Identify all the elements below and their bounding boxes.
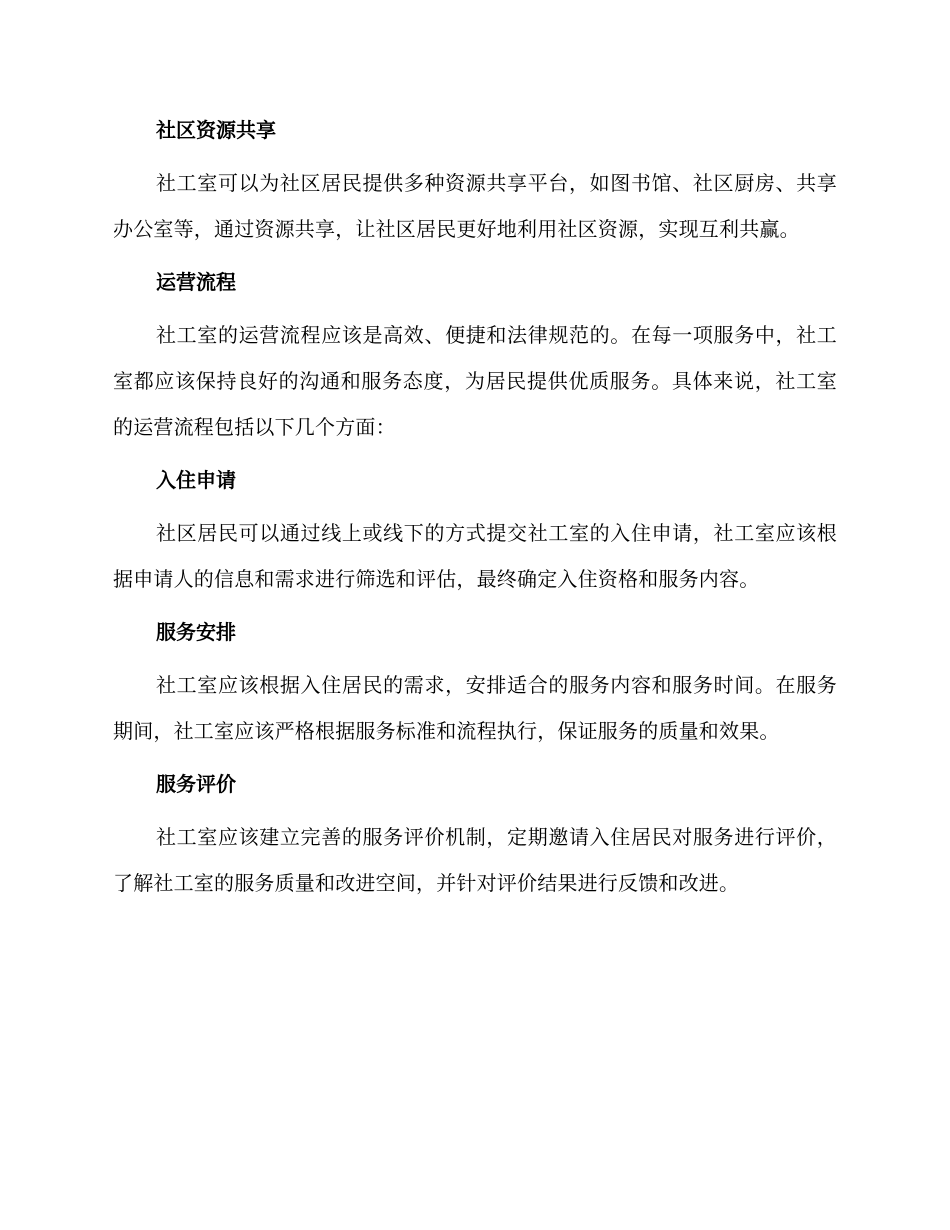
section-body-service-evaluation: 社工室应该建立完善的服务评价机制，定期邀请入住居民对服务进行评价，了解社工室的服务质量和改进空间，并针对评价结果进行反馈和改进。 [113,825,837,895]
section-body-operation-process: 社工室的运营流程应该是高效、便捷和法律规范的。在每一项服务中，社工室都应该保持良好的沟通和服务态度，为居民提供优质服务。具体来说，社工室的运营流程包括以下几个方面： [113,323,837,439]
section-body-resource-sharing: 社工室可以为社区居民提供多种资源共享平台，如图书馆、社区厨房、共享办公室等，通过资源共享，让社区居民更好地利用社区资源，实现互利共赢。 [113,171,837,241]
section-heading-resource-sharing: 社区资源共享 [156,118,276,142]
section-heading-service-evaluation: 服务评价 [156,772,236,796]
section-heading-move-in-application: 入住申请 [156,468,236,492]
document-page [113,108,837,914]
section-heading-operation-process: 运营流程 [156,270,236,294]
section-body-move-in-application: 社区居民可以通过线上或线下的方式提交社工室的入住申请，社工室应该根据申请人的信息和需求进行筛选和评估，最终确定入住资格和服务内容。 [113,521,837,591]
section-heading-service-arrangement: 服务安排 [156,620,236,644]
section-body-service-arrangement: 社工室应该根据入住居民的需求，安排适合的服务内容和服务时间。在服务期间，社工室应该严格根据服务标准和流程执行，保证服务的质量和效果。 [113,673,837,743]
